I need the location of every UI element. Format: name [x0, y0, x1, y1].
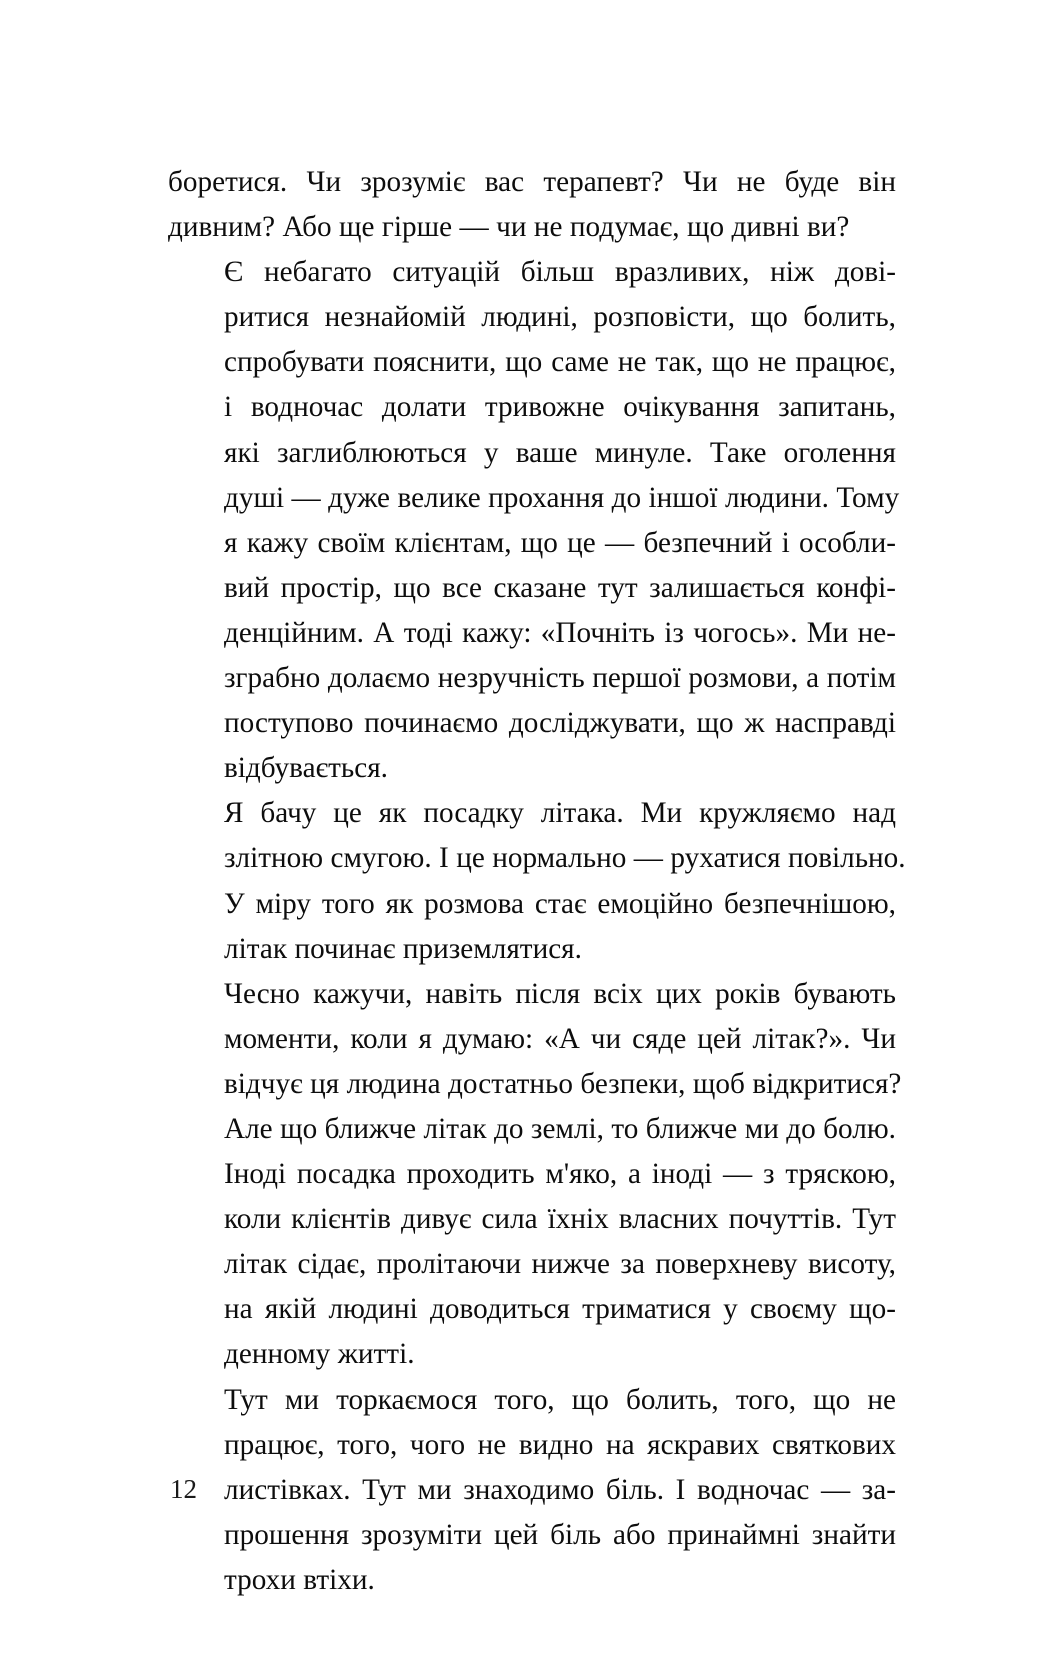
text-line: трохи втіхи.	[224, 1563, 375, 1596]
paragraph	[168, 791, 906, 971]
text-line: зграбно долаємо незручність першої розмови, а потім	[224, 662, 896, 695]
text-line: Чесно кажучи, навіть після всіх цих років бувають	[224, 977, 896, 1010]
text-line: моменти, коли я думаю: «А чи сяде цей літак?». Чи	[224, 1022, 896, 1055]
text-line: Є небагато ситуацій більш вразливих, ніж дові-	[224, 256, 896, 289]
text-line: дивним? Або ще гірше — чи не подумає, що дивні ви?	[168, 211, 850, 244]
text-line: я кажу своїм клієнтам, що це — безпечний і особли-	[224, 526, 896, 559]
page-text-block	[168, 160, 906, 1603]
text-line: поступово починаємо досліджувати, що ж насправді	[224, 707, 896, 740]
paragraph	[168, 160, 896, 250]
paragraph	[168, 1378, 896, 1603]
text-line: душі — дуже велике прохання до іншої людини. Тому	[224, 481, 900, 514]
text-line: ритися незнайомій людині, розповісти, що болить,	[224, 301, 896, 334]
text-line: боретися. Чи зрозуміє вас терапевт? Чи не буде він	[168, 166, 896, 198]
text-line: Тут ми торкаємося того, що болить, того, що не	[224, 1383, 896, 1416]
paragraph	[168, 250, 900, 791]
text-line: і водночас долати тривожне очікування запитань,	[224, 391, 896, 424]
text-line: У міру того як розмова стає емоційно безпечнішою,	[224, 887, 896, 920]
text-line: коли клієнтів дивує сила їхніх власних почуттів. Тут	[224, 1203, 896, 1236]
page-number: 12	[170, 1474, 197, 1504]
text-line: літак починає приземлятися.	[224, 932, 582, 965]
text-line: листівках. Тут ми знаходимо біль. І водночас — за-	[224, 1473, 896, 1506]
text-line: спробувати пояснити, що саме не так, що не працює,	[224, 346, 896, 379]
text-line: денному житті.	[224, 1338, 415, 1371]
text-line: літак сідає, пролітаючи нижче за поверхневу висоту,	[224, 1248, 896, 1281]
text-line: відбувається.	[224, 752, 388, 785]
text-line: денційним. А тоді кажу: «Почніть із чогось». Ми не-	[224, 616, 896, 649]
text-line: Я бачу це як посадку літака. Ми кружляємо над	[224, 797, 896, 830]
text-line: які заглиблюються у ваше минуле. Таке оголення	[224, 436, 896, 469]
text-line: вий простір, що все сказане тут залишається конфі-	[224, 571, 896, 604]
paragraph	[168, 972, 902, 1378]
text-line: Але що ближче літак до землі, то ближче ми до болю.	[224, 1112, 896, 1145]
text-line: працює, того, чого не видно на яскравих святкових	[224, 1428, 896, 1461]
text-line: відчує ця людина достатньо безпеки, щоб відкритися?	[224, 1067, 902, 1100]
text-line: злітною смугою. І це нормально — рухатися повільно.	[224, 842, 906, 875]
text-line: Іноді посадка проходить м'яко, а іноді — з тряскою,	[224, 1158, 896, 1191]
text-line: прошення зрозуміти цей біль або принаймні знайти	[224, 1518, 896, 1551]
text-line: на якій людині доводиться триматися у своєму що-	[224, 1293, 896, 1326]
